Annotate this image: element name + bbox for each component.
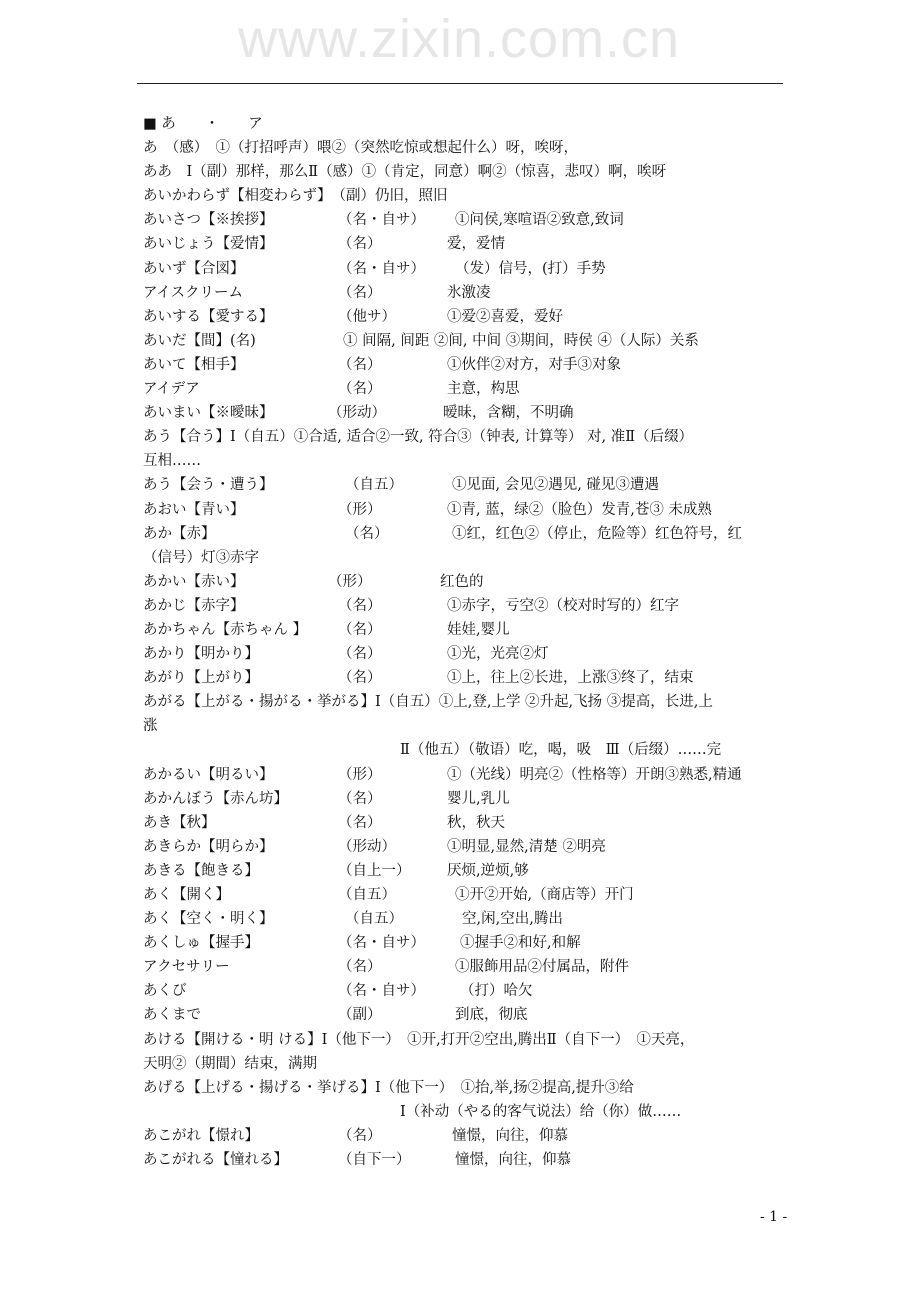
entry-headword: あいさつ【※挨拶】 <box>143 212 274 229</box>
entry-text: ああ Ⅰ（副）那样，那么Ⅱ（感）①（肯定，同意）啊②（惊喜，悲叹）啊，唉呀 <box>143 164 667 181</box>
entry-row <box>143 473 913 497</box>
entry-row <box>143 690 913 714</box>
entry-part-of-speech: （名） <box>338 1127 382 1144</box>
entry-headword: あいじょう【爱情】 <box>143 236 274 253</box>
entry-part-of-speech: （名・自サ） <box>338 212 425 229</box>
entry-definition: 空,闲,空出,腾出 <box>462 911 563 928</box>
entry-row <box>143 1076 913 1100</box>
entry-definition: 主意，构思 <box>447 381 520 398</box>
entry-row <box>143 449 913 473</box>
entry-row <box>143 546 913 570</box>
entry-row <box>143 498 913 522</box>
entry-headword: あう【会う・遭う】 <box>143 477 274 494</box>
entry-headword: アイデア <box>143 381 200 398</box>
entry-text: あいかわらず【相変わらず】 （副）仍旧，照旧 <box>143 188 448 205</box>
entry-row <box>143 763 913 787</box>
entry-definition: ①赤字，亏空②（校对时写的）红字 <box>447 597 679 614</box>
entry-headword: あく【開く】 <box>143 887 230 903</box>
entry-headword: あか【赤】 <box>143 525 216 542</box>
entry-row <box>143 160 913 184</box>
entry-continuation: Ⅰ（补动（やる的客气说法）给（你）做…… <box>400 1103 682 1120</box>
entry-definition: 秋，秋天 <box>447 814 505 831</box>
entry-part-of-speech: （副） <box>338 1007 382 1024</box>
entry-headword: あかんぼう【赤ん坊】 <box>143 790 288 807</box>
entry-row <box>143 907 913 931</box>
entry-row <box>143 955 913 979</box>
entry-headword: あかちゃん【赤ちゃん 】 <box>143 621 308 638</box>
entry-row <box>143 883 913 907</box>
entry-definition: 红色的 <box>440 573 484 590</box>
entry-row <box>143 859 913 883</box>
entry-headword: あいて【相手】 <box>143 356 245 373</box>
entry-row <box>143 401 913 425</box>
entry-part-of-speech: （形） <box>338 766 382 783</box>
entry-part-of-speech: （名） <box>338 236 382 253</box>
entry-headword: あかい【赤い】 <box>143 573 245 590</box>
entry-row <box>143 353 913 377</box>
entry-row <box>143 570 913 594</box>
entry-row <box>143 136 913 160</box>
entry-part-of-speech: （名） <box>338 356 382 373</box>
entry-headword: あいず【合図】 <box>143 260 245 277</box>
entry-headword: あくび <box>143 983 187 1000</box>
entry-definition: ①握手②和好,和解 <box>460 935 581 952</box>
entry-part-of-speech: （名） <box>338 814 382 831</box>
entry-headword: アイスクリーム <box>143 284 244 301</box>
entry-row <box>143 618 913 642</box>
entry-part-of-speech: （名・自サ） <box>338 260 425 277</box>
entry-text: あける【開ける・明 ける】Ⅰ（他下一） ①开,打开②空出,腾出Ⅱ（自下一） ①天亮， <box>143 1031 695 1048</box>
entry-definition: 憧憬，向往，仰慕 <box>452 1127 568 1144</box>
entry-text: 互相…… <box>143 453 201 470</box>
entry-headword: アクセサリー <box>143 959 230 976</box>
entry-row <box>143 594 913 618</box>
entry-row <box>143 1148 913 1172</box>
entry-text: 天明②（期間）结束，满期 <box>143 1055 317 1072</box>
entry-headword: あかるい【明るい】 <box>143 766 274 783</box>
entry-definition: 婴儿,乳儿 <box>447 790 510 807</box>
watermark: www.zixin.com.cn <box>238 9 681 69</box>
entry-headword: あこがれる【憧れる】 <box>143 1152 288 1169</box>
entry-headword: あおい【青い】 <box>143 501 245 518</box>
entry-row <box>143 257 913 281</box>
entry-part-of-speech: （名・自サ） <box>338 935 425 952</box>
entry-headword: あきる【飽きる】 <box>143 862 259 879</box>
entry-part-of-speech: （他サ） <box>338 308 396 325</box>
entry-part-of-speech: （自五） <box>345 911 403 928</box>
entry-row <box>143 377 913 401</box>
entry-definition: ①爱②喜爱，爱好 <box>447 308 563 325</box>
header-rule <box>137 83 783 84</box>
entry-part-of-speech: （名・自サ） <box>338 983 425 1000</box>
entry-row <box>143 1100 913 1124</box>
entry-text: あがる【上がる・揚がる・挙がる】Ⅰ（自五）①上,登,上学 ②升起,飞扬 ③提高，长进,上 <box>143 694 713 711</box>
entry-row <box>143 522 913 546</box>
entry-definition: ①开②开始,（商店等）开门 <box>455 887 634 903</box>
entry-definition: ①见面, 会见②遇见, 碰见③遭遇 <box>452 477 659 494</box>
entry-part-of-speech: （名） <box>338 597 382 614</box>
entry-text: あ （感） ①（打招呼声）喂②（突然吃惊或想起什么）呀，唉呀， <box>143 140 578 157</box>
entry-part-of-speech: （名） <box>338 959 382 976</box>
entry-part-of-speech: （自五） <box>345 477 403 494</box>
entry-definition: 憧憬，向往，仰慕 <box>455 1152 571 1169</box>
entry-text: （信号）灯③赤字 <box>143 549 259 566</box>
entry-part-of-speech: （名） <box>338 646 382 663</box>
entry-part-of-speech: （形动） <box>328 405 386 422</box>
entry-row <box>143 642 913 666</box>
entry-definition: ①服飾用品②付属品，附件 <box>455 959 629 976</box>
entry-definition: 到底，彻底 <box>455 1007 528 1024</box>
section-heading <box>143 112 913 136</box>
entry-row <box>143 811 913 835</box>
entry-row <box>143 208 913 232</box>
vocabulary-list <box>143 112 913 1172</box>
entry-row <box>143 714 913 738</box>
entry-part-of-speech: （自上一） <box>338 862 411 879</box>
entry-row <box>143 738 913 762</box>
entry-definition: 暧昧，含糊，不明确 <box>443 405 574 422</box>
entry-row <box>143 1052 913 1076</box>
entry-headword: あかじ【赤字】 <box>143 597 245 614</box>
entry-text: 涨 <box>143 718 158 735</box>
entry-part-of-speech: （形） <box>328 573 372 590</box>
entry-definition: ①青, 蓝，绿②（脸色）发青,苍③ 未成熟 <box>447 501 712 518</box>
entry-row <box>143 305 913 329</box>
entry-headword: あきらか【明らか】 <box>143 838 274 855</box>
page-number: - 1 - <box>760 1209 788 1225</box>
entry-row <box>143 787 913 811</box>
entry-row <box>143 425 913 449</box>
entry-definition: ①上，往上②长进，上涨③终了，结束 <box>447 670 694 687</box>
entry-definition: ①伙伴②对方，对手③对象 <box>447 356 621 373</box>
entry-headword: あかり【明かり】 <box>143 646 259 663</box>
entry-row <box>143 329 913 353</box>
entry-headword: あがり【上がり】 <box>143 670 259 687</box>
entry-row <box>143 835 913 859</box>
entry-definition: （打）哈欠 <box>460 983 533 1000</box>
entry-part-of-speech: （名） <box>338 670 382 687</box>
entry-continuation: Ⅱ（他五）（敬语）吃，喝，吸 Ⅲ（后缀）……完 <box>400 742 722 759</box>
entry-definition: ①问侯,寒喧语②致意,致词 <box>455 212 624 229</box>
entry-definition: 爱，爱情 <box>447 236 505 253</box>
entry-part-of-speech: （名） <box>338 790 382 807</box>
entry-definition: ①明显,显然,清楚 ②明亮 <box>447 838 606 855</box>
entry-definition: ① 间隔, 间距 ②间, 中间 ③期间，時侯 ④（人际）关系 <box>343 332 699 349</box>
entry-row <box>143 666 913 690</box>
entry-headword: あいだ【間】(名) <box>143 332 256 349</box>
entry-headword: あいする【愛する】 <box>143 308 274 325</box>
entry-headword: あくまで <box>143 1007 201 1024</box>
entry-row <box>143 1003 913 1027</box>
entry-part-of-speech: （名） <box>338 381 382 398</box>
entry-row <box>143 1124 913 1148</box>
entry-definition: 厌烦,逆烦,够 <box>447 862 529 879</box>
entry-part-of-speech: （名） <box>345 525 389 542</box>
entry-headword: あいまい【※曖昧】 <box>143 405 274 422</box>
entry-text: あう【合う】Ⅰ（自五）①合适, 适合②一致, 符合③（钟表, 计算等） 对, 准Ⅱ（后缀） <box>143 429 694 446</box>
entry-part-of-speech: （名） <box>338 284 382 301</box>
entry-row <box>143 184 913 208</box>
entry-row <box>143 232 913 256</box>
section-heading-text: ■ あ ・ ア <box>143 116 263 132</box>
entry-row <box>143 931 913 955</box>
entry-row <box>143 979 913 1003</box>
entry-headword: あき【秋】 <box>143 814 216 831</box>
entry-definition: （发）信号，(打）手势 <box>455 260 606 277</box>
entry-definition: 氷激凌 <box>447 284 491 301</box>
entry-headword: あくしゅ【握手】 <box>143 935 259 952</box>
entry-part-of-speech: （名） <box>338 621 382 638</box>
entry-headword: あこがれ【憬れ】 <box>143 1127 259 1144</box>
entry-headword: あく【空く・明く】 <box>143 911 274 928</box>
entry-definition: ①光，光亮②灯 <box>447 646 549 663</box>
entry-part-of-speech: （自下一） <box>338 1152 411 1169</box>
entry-definition: ①（光线）明亮②（性格等）开朗③熟悉,精通 <box>447 766 742 783</box>
entry-definition: ①红，红色②（停止，危险等）红色符号，红 <box>452 525 742 542</box>
entry-row <box>143 281 913 305</box>
entry-part-of-speech: （形） <box>338 501 382 518</box>
entry-definition: 娃娃,婴儿 <box>447 621 510 638</box>
entry-text: あげる【上げる・揚げる・挙げる】Ⅰ（他下一） ①抬,举,扬②提高,提升③给 <box>143 1079 634 1096</box>
entry-row <box>143 1028 913 1052</box>
entry-part-of-speech: （形动） <box>338 838 396 855</box>
entry-part-of-speech: （自五） <box>338 887 396 903</box>
